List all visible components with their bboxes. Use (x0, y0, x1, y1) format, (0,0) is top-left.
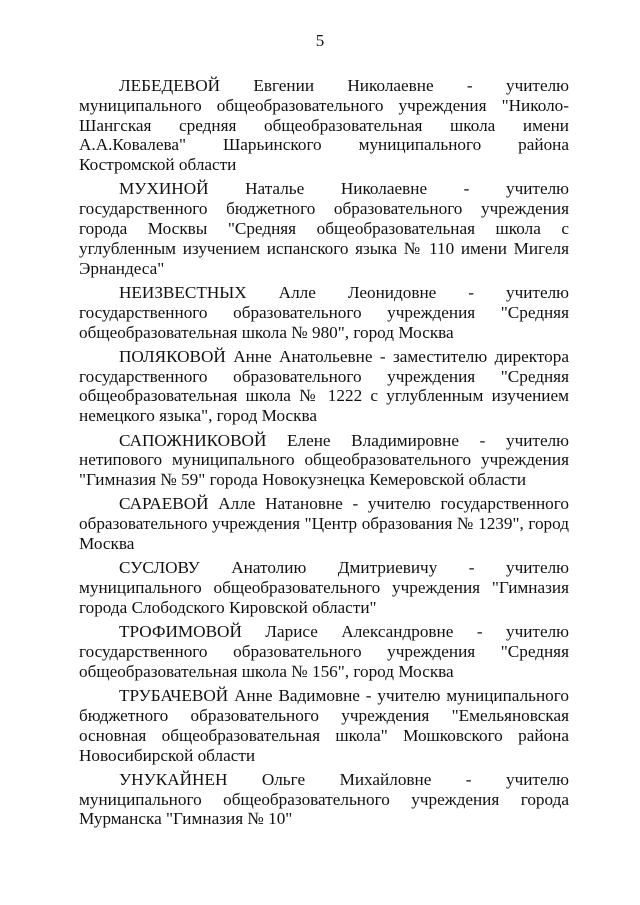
award-list (79, 76, 569, 834)
page-number: 5 (315, 31, 325, 50)
list-item: САПОЖНИКОВОЙ Елене Владимировне - учителю нетипового муниципального общеобразовательного учреждения "Гимназия № 59" города Новокузнецка Кемеровской области (79, 430, 569, 490)
list-item: СУСЛОВУ Анатолию Дмитриевичу - учителю муниципального общеобразовательного учреждения "Гимназия города Слободского Кировской области" (79, 558, 569, 617)
list-item: НЕИЗВЕСТНЫХ Алле Леонидовне - учителю государственного образовательного учреждения "Средняя общеобразовательная школа № 980", город Москва (79, 282, 569, 342)
list-item: ПОЛЯКОВОЙ Анне Анатольевне - заместителю директора государственного образовательного учреждения "Средняя общеобразовательная школа № 1222 с углубленным изучением немецкого языка", город Москва (79, 346, 569, 426)
list-item: УНУКАЙНЕН Ольге Михайловне - учителю муниципального общеобразовательного учреждения города Мурманска "Гимназия № 10" (79, 769, 569, 829)
list-item: ЛЕБЕДЕВОЙ Евгении Николаевне - учителю муниципального общеобразовательного учреждения "Николо-Шангская средняя общеобразовательная школа имени А.А.Ковалева" Шарьинского муниципального района Костромской области (79, 76, 569, 175)
list-item: ТРУБАЧЕВОЙ Анне Вадимовне - учителю муниципального бюджетного образовательного учреждения "Емельяновская основная общеобразовательная школа" Мошковского района Новосибирской области (79, 686, 569, 765)
list-item: САРАЕВОЙ Алле Натановне - учителю государственного образовательного учреждения "Центр образования № 1239", город Москва (79, 494, 569, 554)
list-item: ТРОФИМОВОЙ Ларисе Александровне - учителю государственного образовательного учреждения "Средняя общеобразовательная школа № 156", город Москва (79, 622, 569, 681)
list-item: МУХИНОЙ Наталье Николаевне - учителю государственного бюджетного образовательного учреждения города Москвы "Средняя общеобразовательная школа с углубленным изучением испанского языка № 110 имени Мигеля Эрнандеса" (79, 179, 569, 278)
